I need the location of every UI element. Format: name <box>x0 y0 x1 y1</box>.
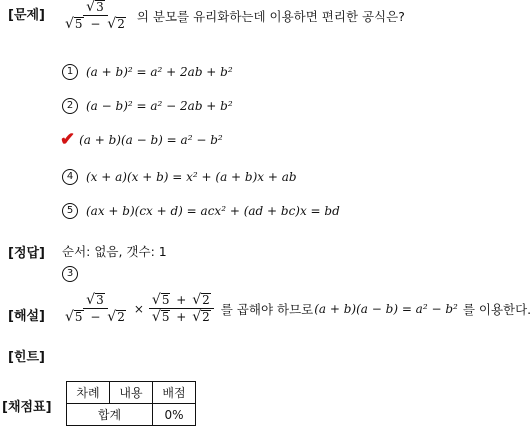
explanation-text-mid: 를 곱해야 하므로 <box>220 301 314 317</box>
rubric-total-value: 0% <box>153 404 196 426</box>
times-sign: × <box>133 301 144 316</box>
choice-number: 1 <box>62 64 78 80</box>
problem-fraction: √ 3 √ 5 − √ 2 <box>65 0 125 32</box>
choice-formula: (a − b)² = a² − 2ab + b² <box>86 99 233 113</box>
choice-1[interactable] <box>62 64 233 80</box>
rubric-header-score: 배점 <box>153 382 196 404</box>
answer-choice-number: 3 <box>62 266 78 282</box>
problem-question: 의 분모를 유리화하는데 이용하면 편리한 공식은? <box>136 8 405 24</box>
answer-meta: 순서: 없음, 갯수: 1 <box>62 244 167 259</box>
rubric-table <box>66 381 196 426</box>
hint-label: [힌트] <box>8 350 45 365</box>
rubric-total-label: 합계 <box>67 404 153 426</box>
problem-frac-num: 3 <box>96 0 104 14</box>
choice-formula: (a + b)(a − b) = a² − b² <box>79 133 223 147</box>
choice-2[interactable] <box>62 98 233 114</box>
choice-3[interactable] <box>60 129 223 150</box>
problem-label: [문제] <box>8 8 45 23</box>
choice-number: 2 <box>62 98 78 114</box>
choice-formula: (ax + b)(cx + d) = acx² + (ad + bc)x = bd <box>86 204 340 218</box>
explanation-body <box>60 293 531 324</box>
explanation-label: [해설] <box>8 309 45 324</box>
choice-number: 4 <box>62 169 78 185</box>
answer-choice <box>62 266 86 282</box>
choice-formula: (x + a)(x + b) = x² + (a + b)x + ab <box>86 170 297 184</box>
choice-formula: (a + b)² = a² + 2ab + b² <box>86 65 233 79</box>
table-row <box>67 404 196 426</box>
explanation-fraction-2: √ 5 + √ 2 √ 5 + √ 2 <box>149 293 214 324</box>
choice-5[interactable] <box>62 203 340 219</box>
choice-4[interactable] <box>62 169 297 185</box>
rubric-label: [채점표] <box>2 400 52 415</box>
rubric-header-content: 내용 <box>110 382 153 404</box>
table-row <box>67 382 196 404</box>
explanation-text-end: 를 이용한다. <box>462 301 531 317</box>
answer-label: [정답] <box>8 246 45 261</box>
problem-frac-den-b: 2 <box>117 17 125 31</box>
problem-statement <box>60 0 405 31</box>
choice-number: 5 <box>62 203 78 219</box>
explanation-fraction-1: √ 3 √ 5 − √ 2 <box>65 292 125 325</box>
checkmark-icon: ✔ <box>60 129 76 150</box>
explanation-formula: (a + b)(a − b) = a² − b² <box>314 301 458 316</box>
rubric-header-order: 차례 <box>67 382 110 404</box>
problem-frac-den-a: 5 <box>74 17 83 31</box>
